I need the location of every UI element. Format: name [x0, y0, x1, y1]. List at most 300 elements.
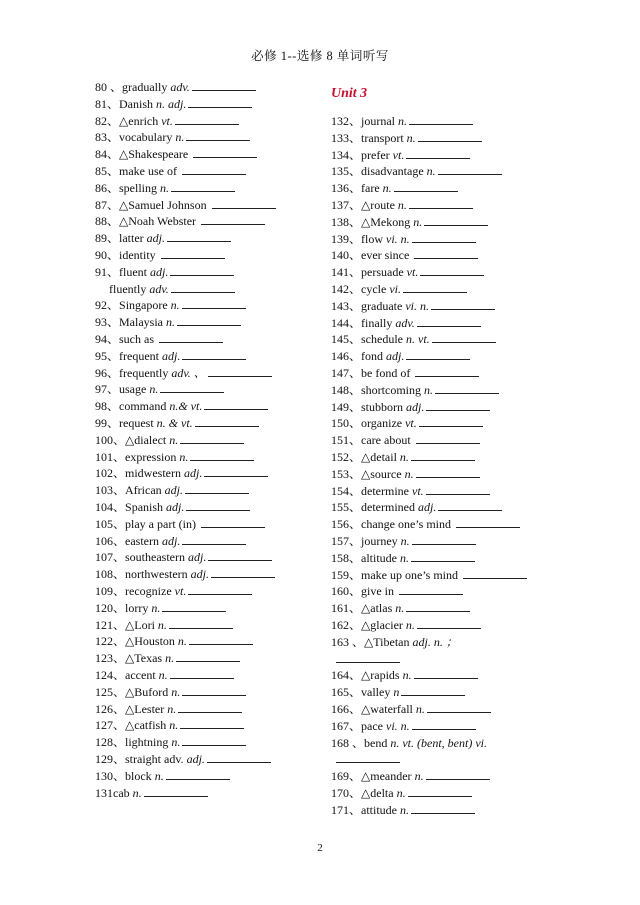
answer-blank[interactable]: [411, 449, 475, 461]
vocab-row: [331, 449, 475, 465]
vocab-word: prefer: [361, 147, 390, 162]
vocab-row: [95, 213, 265, 229]
vocab-row: [95, 449, 254, 465]
vocab-row: [95, 566, 275, 582]
vocab-word: △Mekong: [361, 214, 411, 229]
item-number: 162、: [331, 618, 362, 632]
answer-blank[interactable]: [204, 398, 268, 410]
vocab-word: straight adv.: [125, 752, 184, 766]
item-number: 105、: [95, 516, 126, 531]
item-number: 94、: [95, 332, 120, 346]
vocab-word: usage: [119, 382, 147, 397]
item-number: 90、: [95, 248, 120, 262]
answer-blank[interactable]: [409, 197, 473, 209]
answer-blank[interactable]: [208, 549, 272, 561]
answer-blank[interactable]: [182, 297, 246, 309]
part-of-speech: adj.: [190, 567, 210, 582]
answer-blank[interactable]: [412, 533, 476, 545]
vocab-row: [95, 331, 223, 347]
vocab-word: stubborn: [361, 399, 404, 414]
vocab-row: [95, 264, 234, 280]
part-of-speech: n.: [149, 382, 159, 397]
vocab-word: bend: [364, 735, 388, 750]
answer-blank[interactable]: [408, 785, 472, 797]
vocab-word: midwestern: [125, 466, 182, 481]
answer-blank[interactable]: [188, 583, 252, 595]
item-number: 154、: [331, 483, 362, 498]
answer-blank[interactable]: [171, 281, 235, 293]
vocab-word: ever since: [361, 248, 410, 263]
item-number: 163 、: [331, 634, 365, 649]
part-of-speech: n.: [382, 181, 392, 196]
answer-blank[interactable]: [394, 180, 458, 192]
answer-blank[interactable]: [412, 231, 476, 243]
vocab-word: determine: [361, 483, 409, 498]
item-number: 100、: [95, 432, 126, 447]
answer-blank[interactable]: [424, 214, 488, 226]
vocab-word: schedule: [361, 332, 403, 347]
item-number: 133、: [331, 130, 362, 145]
answer-blank[interactable]: [192, 79, 256, 91]
item-number: 95、: [95, 348, 120, 363]
answer-blank[interactable]: [182, 734, 246, 746]
item-number: 127、: [95, 718, 126, 733]
answer-blank[interactable]: [426, 768, 490, 780]
answer-blank[interactable]: [166, 768, 230, 780]
vocab-row: [95, 415, 259, 431]
vocab-word: valley: [361, 685, 391, 700]
vocab-word: △dialect: [125, 432, 167, 447]
item-number: 109、: [95, 584, 126, 598]
vocab-row: [331, 751, 400, 767]
vocab-word: △Shakespeare: [119, 147, 189, 162]
vocab-row: [95, 297, 246, 313]
item-number: 165、: [331, 685, 362, 700]
answer-blank[interactable]: [177, 314, 241, 326]
vocab-row: [331, 231, 476, 247]
vocab-row: [331, 415, 483, 431]
item-number: 146、: [331, 349, 362, 364]
part-of-speech: vi. n.: [386, 231, 410, 246]
answer-blank[interactable]: [409, 113, 473, 125]
part-of-speech: adv.: [149, 281, 169, 296]
part-of-speech: adj.: [146, 231, 166, 246]
part-of-speech: n.: [399, 450, 409, 464]
item-number: 151、: [331, 433, 362, 448]
vocab-row: [331, 365, 479, 381]
answer-blank[interactable]: [336, 751, 400, 763]
vocab-row: [95, 633, 253, 649]
item-number: 124、: [95, 668, 126, 682]
answer-blank[interactable]: [406, 348, 470, 360]
vocab-word: cab: [113, 785, 130, 800]
answer-blank[interactable]: [399, 583, 463, 595]
vocab-word: persuade: [361, 265, 404, 280]
vocab-row: [95, 381, 224, 397]
item-number: 152、: [331, 450, 362, 464]
answer-blank[interactable]: [426, 399, 490, 411]
item-number: 159、: [331, 567, 362, 582]
part-of-speech: n.: [413, 214, 423, 229]
part-of-speech: adj.: [164, 483, 184, 498]
item-number: 96、: [95, 365, 120, 380]
vocab-row: [95, 667, 234, 683]
part-of-speech: n.: [426, 164, 436, 179]
answer-blank[interactable]: [182, 533, 246, 545]
vocab-row: [331, 617, 481, 633]
part-of-speech: n.: [179, 449, 189, 464]
vocab-row: [331, 533, 476, 549]
vocab-row: [95, 549, 272, 565]
item-number: 140、: [331, 248, 362, 263]
answer-blank[interactable]: [161, 247, 225, 259]
vocab-row: [331, 399, 490, 415]
vocab-row: [331, 247, 478, 263]
page-header: 必修 1--选修 8 单词听写: [251, 49, 389, 63]
answer-blank[interactable]: [190, 449, 254, 461]
answer-blank[interactable]: [185, 482, 249, 494]
answer-blank[interactable]: [456, 516, 520, 528]
vocab-word: flow: [361, 231, 384, 246]
vocab-row: [331, 567, 527, 583]
part-of-speech: n. vt. (bent, bent) vi.: [390, 735, 487, 750]
vocab-row: [95, 365, 272, 381]
item-number: 134、: [331, 147, 362, 162]
unit-title: Unit 3: [331, 86, 368, 101]
answer-blank[interactable]: [432, 331, 496, 343]
answer-blank[interactable]: [416, 466, 480, 478]
vocab-row: [331, 147, 470, 163]
vocab-row: [95, 600, 226, 616]
item-number: 126、: [95, 701, 126, 716]
part-of-speech: n.: [160, 180, 170, 195]
vocab-word: change one’s mind: [361, 517, 451, 532]
item-number: 168 、: [331, 735, 365, 750]
vocab-word: African: [125, 483, 162, 498]
part-of-speech: adv.: [170, 80, 190, 94]
part-of-speech: adj. n. ；: [412, 634, 458, 649]
answer-blank[interactable]: [438, 163, 502, 175]
vocab-word: △Buford: [125, 684, 169, 699]
answer-blank[interactable]: [167, 230, 231, 242]
part-of-speech: n.: [424, 382, 434, 397]
part-of-speech: adv.: [395, 315, 415, 330]
answer-blank[interactable]: [176, 650, 240, 662]
vocab-word: △Texas: [125, 651, 163, 666]
answer-blank[interactable]: [175, 113, 239, 125]
answer-blank[interactable]: [159, 331, 223, 343]
answer-blank[interactable]: [406, 600, 470, 612]
answer-blank[interactable]: [169, 617, 233, 629]
vocab-row: [331, 382, 499, 398]
part-of-speech: adj.: [406, 399, 425, 414]
part-of-speech: n.: [132, 785, 142, 800]
vocab-word: △atlas: [361, 601, 393, 616]
part-of-speech: n.: [157, 617, 167, 632]
answer-blank[interactable]: [415, 365, 479, 377]
part-of-speech: n.: [158, 668, 168, 682]
vocab-row: [95, 163, 246, 179]
part-of-speech: n.: [177, 634, 187, 649]
item-number: 161、: [331, 601, 362, 616]
part-of-speech: n.: [151, 600, 161, 615]
item-number: 87、: [95, 197, 120, 212]
answer-blank[interactable]: [427, 701, 491, 713]
answer-blank[interactable]: [180, 432, 244, 444]
vocab-row: [95, 785, 208, 801]
answer-blank[interactable]: [463, 567, 527, 579]
vocab-word: be fond of: [361, 366, 411, 380]
item-number: 129、: [95, 752, 126, 766]
answer-blank[interactable]: [188, 96, 252, 108]
vocab-row: [331, 264, 484, 280]
answer-blank[interactable]: [182, 348, 246, 360]
vocab-row: [331, 516, 520, 532]
vocab-word: block: [125, 768, 152, 783]
answer-blank[interactable]: [201, 213, 265, 225]
vocab-word: lorry: [125, 600, 149, 615]
vocab-row: [331, 130, 482, 146]
item-number: 82、: [95, 113, 120, 128]
vocab-row: [95, 129, 250, 145]
part-of-speech: n.: [167, 701, 177, 716]
part-of-speech: vt.: [174, 584, 187, 598]
vocab-row: [95, 499, 250, 515]
vocab-row: [95, 583, 252, 599]
vocab-word: organize: [361, 416, 403, 431]
item-number: 145、: [331, 332, 362, 347]
vocab-word: fluently: [109, 281, 147, 296]
vocab-row: [331, 180, 458, 196]
part-of-speech: n.: [395, 601, 405, 616]
item-number: 148、: [331, 382, 362, 397]
item-number: 132、: [331, 114, 362, 128]
item-number: 156、: [331, 517, 362, 532]
vocab-word: △Lester: [125, 701, 165, 716]
answer-blank[interactable]: [170, 667, 234, 679]
item-number: 103、: [95, 483, 126, 498]
part-of-speech: n.: [400, 802, 410, 817]
vocab-word: △Houston: [125, 634, 175, 649]
answer-blank[interactable]: [170, 264, 234, 276]
item-number: 138、: [331, 214, 362, 229]
item-number: 144、: [331, 315, 362, 330]
vocab-word: spelling: [119, 180, 158, 195]
answer-blank[interactable]: [438, 499, 502, 511]
item-number: 128、: [95, 735, 126, 750]
vocab-word: gradually: [122, 80, 168, 94]
item-number: 81、: [95, 96, 120, 111]
vocab-row: [331, 113, 473, 129]
vocab-row: [95, 717, 244, 733]
vocab-row: [331, 634, 458, 650]
item-number: 171、: [331, 802, 362, 817]
answer-blank[interactable]: [144, 785, 208, 797]
part-of-speech: vt.: [392, 147, 405, 162]
answer-blank[interactable]: [417, 617, 481, 629]
vocab-row: [331, 348, 470, 364]
part-of-speech: adj.: [186, 752, 205, 766]
part-of-speech: n. & vt.: [156, 416, 193, 430]
vocab-row: [331, 768, 490, 784]
part-of-speech: n. adj.: [156, 96, 187, 111]
vocab-word: frequent: [119, 348, 159, 363]
vocab-word: shortcoming: [361, 382, 422, 397]
answer-blank[interactable]: [420, 264, 484, 276]
answer-blank[interactable]: [414, 247, 478, 259]
item-number: 98、: [95, 399, 120, 414]
item-number: 108、: [95, 567, 126, 582]
item-number: 164、: [331, 668, 362, 683]
vocab-word: △detail: [361, 450, 397, 464]
answer-blank[interactable]: [186, 129, 250, 141]
answer-blank[interactable]: [212, 197, 276, 209]
vocab-row: [95, 650, 240, 666]
item-number: 170、: [331, 786, 362, 800]
vocab-word: fluent: [119, 264, 148, 279]
item-number: 147、: [331, 366, 362, 380]
vocab-row: [331, 466, 480, 482]
item-number: 169、: [331, 769, 362, 784]
vocab-row: [331, 600, 470, 616]
part-of-speech: adj.: [386, 349, 405, 364]
vocab-row: [95, 768, 230, 784]
part-of-speech: adj.: [162, 533, 181, 548]
vocab-word: pace: [361, 718, 383, 733]
vocab-row: [95, 432, 244, 448]
part-of-speech: adj.: [184, 466, 203, 481]
answer-blank[interactable]: [160, 381, 224, 393]
answer-blank[interactable]: [414, 667, 478, 679]
part-of-speech: n.: [397, 198, 407, 212]
answer-blank[interactable]: [418, 130, 482, 142]
page-number: 2: [317, 842, 323, 854]
vocab-row: [331, 701, 491, 717]
vocab-word: determined: [361, 500, 415, 515]
vocab-row: [95, 734, 246, 750]
vocab-row: [331, 432, 480, 448]
vocab-row: [331, 281, 467, 297]
vocab-row: [95, 533, 246, 549]
vocab-word: identity: [119, 248, 156, 262]
vocab-word: play a part (in): [125, 516, 196, 531]
answer-blank[interactable]: [204, 465, 268, 477]
answer-blank[interactable]: [193, 146, 257, 158]
item-number: 107、: [95, 550, 126, 565]
vocab-row: [95, 96, 252, 112]
vocab-row: [331, 197, 473, 213]
item-number: 130、: [95, 768, 126, 783]
vocab-row: [95, 348, 246, 364]
answer-blank[interactable]: [189, 633, 253, 645]
answer-blank[interactable]: [182, 163, 246, 175]
answer-blank[interactable]: [406, 147, 470, 159]
answer-blank[interactable]: [431, 298, 495, 310]
vocab-word: journey: [361, 534, 398, 548]
vocab-word: altitude: [361, 550, 398, 565]
vocab-word: △Noah Webster: [119, 214, 197, 229]
answer-blank[interactable]: [336, 651, 400, 663]
answer-blank[interactable]: [182, 684, 246, 696]
part-of-speech: adj.: [418, 500, 437, 515]
part-of-speech: adj.: [188, 550, 207, 565]
part-of-speech: vi. n.: [386, 718, 410, 733]
vocab-word: southeastern: [125, 550, 185, 565]
answer-blank[interactable]: [401, 684, 465, 696]
vocab-row: [331, 499, 502, 515]
answer-blank[interactable]: [207, 751, 271, 763]
answer-blank[interactable]: [201, 516, 265, 528]
item-number: 135、: [331, 164, 362, 179]
vocab-row: [95, 684, 246, 700]
answer-blank[interactable]: [211, 566, 275, 578]
part-of-speech: n.& vt.: [169, 399, 203, 414]
item-number: 92、: [95, 298, 120, 313]
answer-blank[interactable]: [180, 717, 244, 729]
answer-blank[interactable]: [171, 180, 235, 192]
answer-blank[interactable]: [435, 382, 499, 394]
vocab-row: [331, 802, 475, 818]
item-number: 86、: [95, 180, 120, 195]
vocab-word: fond: [361, 349, 384, 364]
item-number: 83、: [95, 130, 120, 145]
vocab-word: △route: [361, 198, 395, 212]
item-number: 89、: [95, 231, 120, 246]
answer-blank[interactable]: [417, 315, 481, 327]
answer-blank[interactable]: [403, 281, 467, 293]
item-number: 120、: [95, 600, 126, 615]
item-number: 122、: [95, 634, 126, 649]
vocab-row: [95, 398, 268, 414]
answer-blank[interactable]: [162, 600, 226, 612]
item-number: 153、: [331, 466, 362, 481]
answer-blank[interactable]: [426, 483, 490, 495]
answer-blank[interactable]: [178, 701, 242, 713]
vocab-row: [95, 180, 235, 196]
vocab-row: [95, 516, 265, 532]
part-of-speech: n.: [169, 718, 179, 733]
vocab-word: journal: [361, 114, 396, 128]
answer-blank[interactable]: [419, 415, 483, 427]
vocab-word: accent: [125, 668, 156, 682]
item-number: 143、: [331, 298, 362, 313]
vocab-row: [95, 113, 239, 129]
item-number: 101、: [95, 449, 126, 464]
part-of-speech: n.: [404, 466, 414, 481]
answer-blank[interactable]: [412, 718, 476, 730]
item-number: 137、: [331, 198, 362, 212]
item-number: 142、: [331, 282, 362, 296]
item-number: 106、: [95, 533, 126, 548]
part-of-speech: vi. n.: [405, 298, 429, 313]
vocab-row: [95, 247, 225, 263]
answer-blank[interactable]: [186, 499, 250, 511]
item-number: 139、: [331, 231, 362, 246]
item-number: 104、: [95, 500, 126, 514]
item-number: 141、: [331, 265, 362, 280]
answer-blank[interactable]: [411, 550, 475, 562]
vocab-row: [95, 314, 241, 330]
answer-blank[interactable]: [195, 415, 259, 427]
part-of-speech: n.: [400, 534, 410, 548]
answer-blank[interactable]: [411, 802, 475, 814]
answer-blank[interactable]: [208, 365, 272, 377]
part-of-speech: n.: [171, 684, 181, 699]
item-number: 167、: [331, 718, 362, 733]
item-number: 158、: [331, 550, 362, 565]
part-of-speech: adj.: [162, 348, 181, 363]
answer-blank[interactable]: [416, 432, 480, 444]
